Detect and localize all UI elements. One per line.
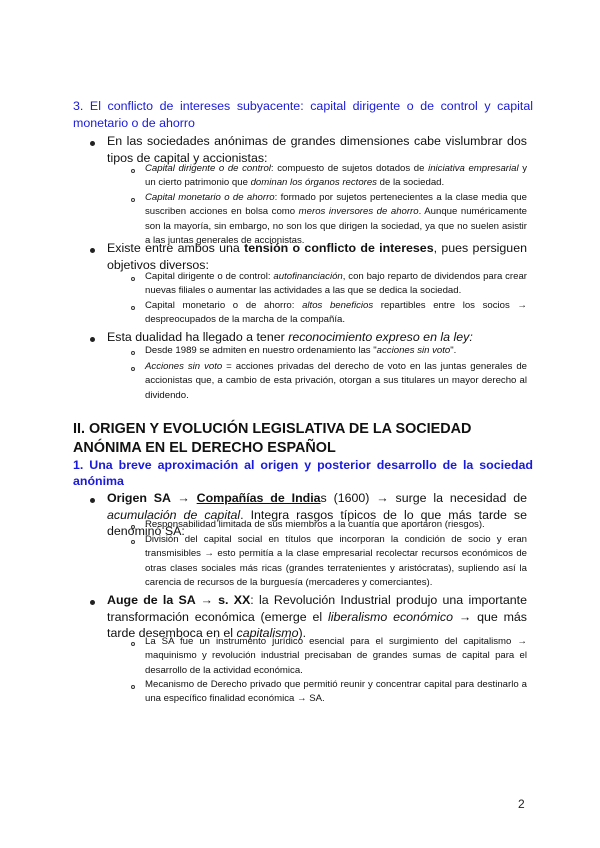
bullet-dot	[90, 248, 95, 253]
item-capital-dirigente: Capital dirigente o de control: compuesto de sujetos dotados de iniciativa empresarial y un cierto patrimonio que dominan los órganos rectores de la sociedad.	[145, 163, 528, 189]
section-3-heading: 3. El conflicto de intereses subyacente: capital dirigente o de control y capital monetario o de ahorro	[73, 99, 533, 130]
subsection-1-heading: 1. Una breve aproximación al origen y posterior desarrollo de la sociedad anónima	[73, 458, 533, 488]
bullet-dot	[90, 600, 95, 605]
sub-bullet-circle	[131, 540, 135, 544]
item-altos-beneficios: Capital monetario o de ahorro: altos beneficios repartibles entre los socios → despreocupados de la marcha de la compañía.	[145, 300, 527, 326]
item-mecanismo-derecho: Mecanismo de Derecho privado que permitió reunir y concentrar capital para destinarlo a una específico finalidad económica → SA.	[145, 679, 527, 705]
paragraph-auge-sa: Auge de la SA → s. XX: la Revolución Industrial produjo una importante transformación económica (emerge el liberalismo económico → que más tarde desemboca en el capitalismo).	[107, 593, 527, 640]
sub-bullet-circle	[131, 277, 135, 281]
item-division-capital: División del capital social en títulos que incorporan la condición de socio y eran transmisibles → esto permitía a la clase empresarial recolectar recursos económicos de otras clases sociales más ricas (grandes terratenientes y aristócratas), supliendo así la carencia de recursos de la burguesía (mercaderes y comerciantes).	[145, 534, 527, 589]
item-autofinanciacion: Capital dirigente o de control: autofinanciación, con bajo reparto de dividendos para crear nuevas filiales o aumentar las actividades a las que se dedica la sociedad.	[145, 271, 527, 297]
paragraph-dualidad: Esta dualidad ha llegado a tener reconocimiento expreso en la ley:	[107, 330, 473, 344]
sub-bullet-circle	[131, 367, 135, 371]
term-capital-monetario: Capital monetario o de ahorro	[145, 192, 275, 203]
sub-bullet-circle	[131, 685, 135, 689]
sub-bullet-circle	[131, 525, 135, 529]
sub-bullet-circle	[131, 198, 135, 202]
paragraph-two-types: En las sociedades anónimas de grandes dimensiones cabe vislumbrar dos tipos de capital y accionistas:	[107, 134, 527, 165]
bullet-dot	[90, 337, 95, 342]
paragraph-origen-sa: Origen SA → Compañías de Indias (1600) → surge la necesidad de acumulación de capital. Integra rasgos típicos de lo que más tarde se denominó SA:	[107, 491, 528, 538]
item-responsabilidad-limitada: Responsabilidad limitada de sus miembros a la cuantía que aportaron (riesgos).	[145, 519, 485, 530]
item-desde-1989: Desde 1989 se admiten en nuestro ordenamiento las "acciones sin voto".	[145, 345, 457, 356]
paragraph-tension: Existe entre ambos una tensión o conflicto de intereses, pues persiguen objetivos diversos:	[107, 241, 527, 272]
bullet-dot	[90, 498, 95, 503]
sub-bullet-circle	[131, 351, 135, 355]
term-capital-dirigente: Capital dirigente o de control	[145, 163, 271, 174]
link-companias-de-india[interactable]: Compañías de India	[196, 491, 321, 505]
sub-bullet-circle	[131, 306, 135, 310]
bullet-dot	[90, 141, 95, 146]
section-ii-heading: II. ORIGEN Y EVOLUCIÓN LEGISLATIVA DE LA SOCIEDAD ANÓNIMA EN EL DERECHO ESPAÑOL	[73, 421, 472, 456]
sub-bullet-circle	[131, 642, 135, 646]
item-acciones-sin-voto: Acciones sin voto = acciones privadas del derecho de voto en las juntas generales de accionistas que, a cambio de esta privación, otorgan a sus titulares un mayor derecho al dividendo.	[145, 361, 527, 401]
item-capital-monetario: Capital monetario o de ahorro: formado por sujetos pertenecientes a la clase media que suscriben acciones en bolsa como meros inversores de ahorro. Aunque numéricamente son la mayoría, sin embargo, no son los que dirigen la sociedad, ya que no suelen asistir a las juntas generales de accionistas.	[145, 192, 527, 247]
page-number: 2	[518, 797, 525, 811]
sub-bullet-circle	[131, 169, 135, 173]
item-instrumento-juridico: La SA fue un instrumento jurídico esencial para el surgimiento del capitalismo → maquinismo y revolución industrial precisaban de grandes sumas de capital para el desarrollo de la actividad económica.	[145, 636, 527, 676]
